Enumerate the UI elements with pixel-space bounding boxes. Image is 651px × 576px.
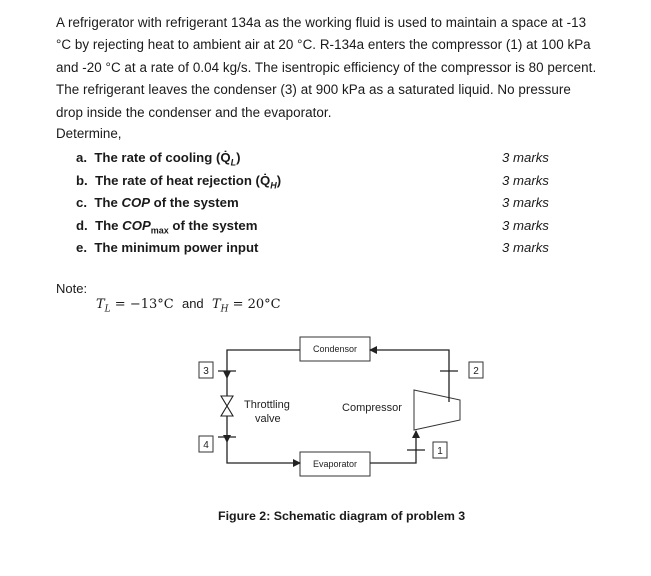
question-tail: ) <box>276 173 282 188</box>
question-pre: The <box>95 218 123 233</box>
question-letter: b. <box>76 173 88 188</box>
question-letter: c. <box>76 195 87 210</box>
question-tail: ) <box>236 150 241 165</box>
state-2-label: 2 <box>473 366 479 377</box>
question-sub: H <box>270 180 277 191</box>
th-sub: H <box>220 304 229 315</box>
problem-line: The refrigerant leaves the condenser (3) at 900 kPa as a saturated liquid. No pressure <box>56 82 571 98</box>
marks-b: 3 marks <box>502 173 549 188</box>
th-var: T <box>211 297 221 312</box>
tl-var: T <box>96 297 105 312</box>
line-2-to-condenser <box>370 350 449 402</box>
state-3-label: 3 <box>203 366 209 377</box>
question-text: The minimum power input <box>94 240 259 255</box>
question-letter: d. <box>76 218 88 233</box>
line-evaporator-to-compressor <box>370 431 416 463</box>
question-sub: L <box>230 157 237 168</box>
line-4-to-evaporator <box>227 442 300 463</box>
question-pre: The <box>94 195 122 210</box>
marks-c: 3 marks <box>502 195 549 210</box>
problem-line: A refrigerator with refrigerant 134a as the working fluid is used to maintain a space at -13 <box>56 15 587 30</box>
marks-a: 3 marks <box>502 150 549 165</box>
problem-line: °C by rejecting heat to ambient air at 20 °C. R-134a enters the compressor (1) at 100 kPa <box>56 37 591 53</box>
note-label: Note: <box>56 281 88 296</box>
compressor-shape <box>414 390 460 430</box>
question-italic: COP <box>121 195 151 210</box>
condenser-label: Condensor <box>312 344 358 354</box>
problem-line: drop inside the condenser and the evaporator. <box>56 104 332 120</box>
and-word: and <box>181 296 204 311</box>
th-value: = 20°C <box>228 297 281 312</box>
compressor-label: Compressor <box>342 402 402 414</box>
figure-caption: Figure 2: Schematic diagram of problem 3 <box>218 509 466 523</box>
marks-d: 3 marks <box>502 218 549 233</box>
marks-e: 3 marks <box>502 240 549 255</box>
evaporator-label: Evaporator <box>312 459 358 469</box>
question-italic: COP <box>122 218 151 233</box>
state-4-label: 4 <box>203 440 209 451</box>
tl-sub: L <box>104 304 111 315</box>
tl-value: = −13°C <box>110 297 174 312</box>
valve-label-line2: valve <box>255 413 281 425</box>
question-text: The rate of heat rejection (Q̇ <box>95 173 271 188</box>
question-letter: a. <box>76 150 87 165</box>
question-text: of the system <box>150 195 239 210</box>
problem-line: and -20 °C at a rate of 0.04 kg/s. The isentropic efficiency of the compressor is 80 percent. <box>56 59 597 75</box>
question-text: The rate of cooling (Q̇ <box>94 150 231 165</box>
valve-symbol <box>221 396 233 416</box>
question-sub: max <box>150 225 169 236</box>
state-1-label: 1 <box>437 446 443 457</box>
question-letter: e. <box>76 240 87 255</box>
valve-label-line1: Throttling <box>244 399 290 411</box>
determine-label: Determine, <box>56 126 122 141</box>
line-condenser-to-3 <box>227 350 300 378</box>
question-text: of the system <box>168 218 258 233</box>
